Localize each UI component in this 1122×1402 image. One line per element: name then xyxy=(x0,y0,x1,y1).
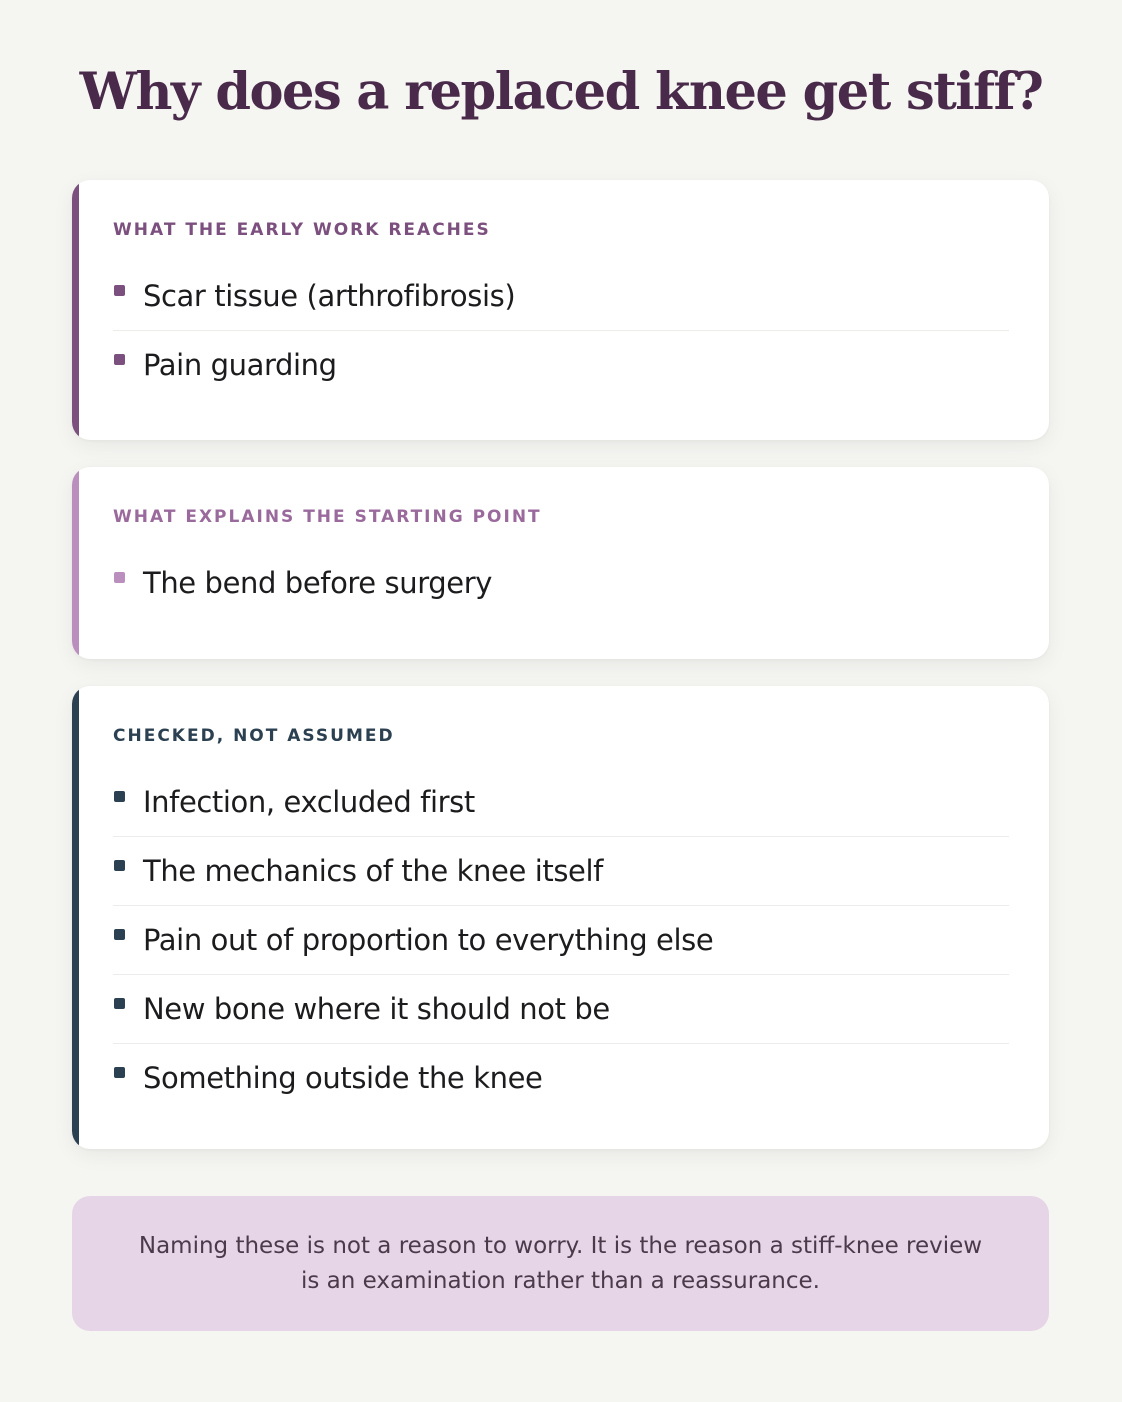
bullet-icon xyxy=(114,791,125,802)
list-item-label: Something outside the knee xyxy=(143,1061,543,1095)
list-item-label: The bend before surgery xyxy=(143,566,492,600)
list-item-label: Pain guarding xyxy=(143,348,337,382)
list-item xyxy=(113,262,1009,331)
card-heading: WHAT EXPLAINS THE STARTING POINT xyxy=(113,507,542,527)
item-list xyxy=(113,768,1009,1112)
card-early-work xyxy=(72,180,1049,440)
page-title: Why does a replaced knee get stiff? xyxy=(79,62,1043,122)
list-item xyxy=(113,837,1009,906)
list-item xyxy=(113,768,1009,837)
bullet-icon xyxy=(114,285,125,296)
list-item xyxy=(113,1044,1009,1112)
card-accent-bar xyxy=(72,180,79,440)
reassurance-note: Naming these is not a reason to worry. It is the reason a stiff-knee review is an examination rather than a reassurance. xyxy=(72,1196,1049,1331)
list-item-label: The mechanics of the knee itself xyxy=(143,854,603,888)
list-item xyxy=(113,975,1009,1044)
list-item xyxy=(113,906,1009,975)
card-heading: WHAT THE EARLY WORK REACHES xyxy=(113,220,491,240)
bullet-icon xyxy=(114,929,125,940)
card-starting-point xyxy=(72,467,1049,659)
list-item-label: New bone where it should not be xyxy=(143,992,610,1026)
item-list xyxy=(113,549,1009,617)
bullet-icon xyxy=(114,354,125,365)
list-item xyxy=(113,331,1009,399)
list-item-label: Pain out of proportion to everything else xyxy=(143,923,714,957)
list-item-label: Scar tissue (arthrofibrosis) xyxy=(143,279,516,313)
bullet-icon xyxy=(114,572,125,583)
card-checked-not-assumed xyxy=(72,686,1049,1149)
list-item xyxy=(113,549,1009,617)
card-accent-bar xyxy=(72,686,79,1149)
bullet-icon xyxy=(114,860,125,871)
bullet-icon xyxy=(114,998,125,1009)
list-item-label: Infection, excluded first xyxy=(143,785,475,819)
bullet-icon xyxy=(114,1067,125,1078)
item-list xyxy=(113,262,1009,399)
card-accent-bar xyxy=(72,467,79,659)
card-heading: CHECKED, NOT ASSUMED xyxy=(113,726,395,746)
